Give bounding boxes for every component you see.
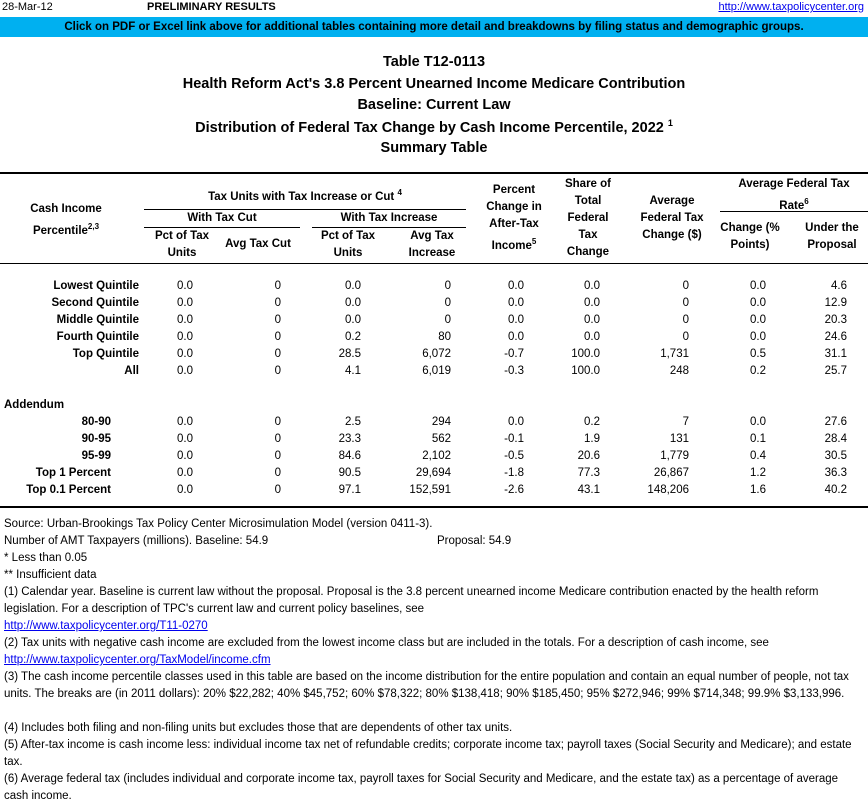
row-pct-increase-4: 28.5: [338, 348, 361, 360]
col-pct-increase-l1: Pct of Tax: [320, 230, 376, 242]
col-avg-rate: [720, 176, 868, 215]
addendum-row-pct-change-3: -1.8: [504, 467, 524, 479]
addendum-row-pct-change-2: -0.5: [504, 450, 524, 462]
addendum-row-pct-change-4: -2.6: [504, 484, 524, 496]
col-change-pts-l2: Points): [730, 239, 770, 251]
row-pct-increase-0: 0.0: [345, 280, 361, 292]
col-under-l1: Under the: [805, 222, 859, 234]
row-avg-increase-2: 0: [444, 314, 451, 326]
addendum-row-avg-fed-change-0: 7: [682, 416, 689, 428]
note-1: (1) Calendar year. Baseline is current law without the proposal. Proposal is the 3.8 percent unearned income Medicare contribution enacted by the health reform legislation. For a description of TPC's current law and current policy baselines, see: [4, 586, 819, 615]
row-rate-under-1: 12.9: [824, 297, 847, 309]
row-pct-cut-2: 0.0: [177, 314, 193, 326]
table-bottom-rule: [0, 506, 868, 508]
addendum-row-label-3: Top 1 Percent: [35, 467, 111, 479]
col-pct-change: [476, 182, 552, 255]
addendum-row-pct-cut-2: 0.0: [177, 450, 193, 462]
addendum-row-pct-increase-1: 23.3: [338, 433, 361, 445]
row-avg-cut-5: 0: [274, 365, 281, 377]
header-bottom-rule: [0, 263, 868, 264]
addendum-row-label-4: Top 0.1 Percent: [26, 484, 111, 496]
col-pct-change-l4-text: Income: [491, 239, 532, 252]
addendum-row-pct-change-0: 0.0: [508, 416, 524, 428]
note-source: Source: Urban-Brookings Tax Policy Center Microsimulation Model (version 0411-3).: [4, 518, 433, 530]
col-with-cut: With Tax Cut: [187, 212, 257, 224]
row-avg-fed-change-0: 0: [682, 280, 689, 292]
col-avg-rate-sup: 6: [804, 197, 809, 206]
addendum-row-avg-fed-change-4: 148,206: [647, 484, 689, 496]
addendum-row-pct-increase-4: 97.1: [338, 484, 361, 496]
title-line-3-footnote: 1: [667, 118, 673, 128]
col-avg-rate-l2: [720, 193, 868, 215]
note-less-than: * Less than 0.05: [4, 552, 88, 564]
note-amt-baseline: Number of AMT Taxpayers (millions). Baseline: 54.9: [4, 535, 269, 547]
table-top-rule: [0, 172, 868, 174]
row-avg-fed-change-4: 1,731: [660, 348, 689, 360]
table-id: Table T12-0113: [382, 54, 486, 70]
col-pct-change-l4: [476, 233, 552, 255]
row-label-1: Second Quintile: [51, 297, 139, 309]
row-pct-cut-5: 0.0: [177, 365, 193, 377]
row-pct-cut-3: 0.0: [177, 331, 193, 343]
row-avg-cut-4: 0: [274, 348, 281, 360]
addendum-row-share-0: 0.2: [584, 416, 600, 428]
row-pct-change-1: 0.0: [508, 297, 524, 309]
row-pct-cut-0: 0.0: [177, 280, 193, 292]
col-cash-income-l2: [4, 218, 128, 240]
row-pct-increase-5: 4.1: [345, 365, 361, 377]
addendum-row-avg-increase-3: 29,694: [415, 467, 451, 479]
note-2-link[interactable]: http://www.taxpolicycenter.org/TaxModel/income.cfm: [4, 654, 271, 666]
row-rate-change-3: 0.0: [750, 331, 766, 343]
col-avg-increase-l2: Increase: [408, 247, 456, 259]
col-share: [552, 176, 624, 261]
addendum-row-avg-cut-1: 0: [274, 433, 281, 445]
col-avg-fed-l2: Federal Tax: [640, 212, 704, 224]
row-avg-fed-change-2: 0: [682, 314, 689, 326]
row-share-3: 0.0: [584, 331, 600, 343]
addendum-row-avg-increase-2: 2,102: [422, 450, 451, 462]
row-pct-change-4: -0.7: [504, 348, 524, 360]
row-share-5: 100.0: [571, 365, 600, 377]
row-share-4: 100.0: [571, 348, 600, 360]
col-under: [796, 220, 868, 254]
title-line-2: Baseline: Current Law: [357, 97, 511, 113]
row-pct-increase-2: 0.0: [345, 314, 361, 326]
addendum-row-rate-change-4: 1.6: [750, 484, 766, 496]
col-share-l4: Tax: [578, 229, 598, 241]
row-avg-cut-1: 0: [274, 297, 281, 309]
addendum-row-rate-under-0: 27.6: [824, 416, 847, 428]
addendum-row-share-2: 20.6: [577, 450, 600, 462]
addendum-row-label-0: 80-90: [81, 416, 111, 428]
col-avg-fed-l3: Change ($): [642, 229, 702, 241]
note-2: (2) Tax units with negative cash income are excluded from the lowest income class but are included in the totals. For a description of cash income, see: [4, 637, 769, 649]
note-4: (4) Includes both filing and non-filing units but excludes those that are dependents of other tax units.: [4, 722, 513, 734]
col-change-pts-l1: Change (%: [720, 222, 780, 234]
col-pct-cut-l2: Units: [167, 247, 197, 259]
addendum-row-label-2: 95-99: [81, 450, 111, 462]
row-avg-fed-change-1: 0: [682, 297, 689, 309]
col-pct-cut: [144, 228, 220, 262]
note-amt: [4, 533, 864, 550]
col-change-pts: [718, 220, 782, 254]
row-share-2: 0.0: [584, 314, 600, 326]
col-avg-fed: [630, 193, 714, 244]
row-label-0: Lowest Quintile: [53, 280, 139, 292]
addendum-row-share-4: 43.1: [577, 484, 600, 496]
title-line-1: Health Reform Act's 3.8 Percent Unearned Income Medicare Contribution: [182, 76, 686, 92]
col-share-l1: Share of: [564, 178, 611, 190]
status-label: PRELIMINARY RESULTS: [147, 1, 276, 13]
addendum-row-avg-increase-0: 294: [431, 416, 451, 428]
col-pct-change-l1: Percent: [492, 184, 536, 196]
addendum-row-avg-fed-change-2: 1,779: [660, 450, 689, 462]
col-pct-increase: [310, 228, 386, 262]
row-rate-under-0: 4.6: [831, 280, 847, 292]
row-pct-cut-4: 0.0: [177, 348, 193, 360]
row-rate-under-2: 20.3: [824, 314, 847, 326]
row-label-4: Top Quintile: [72, 348, 139, 360]
addendum-row-avg-fed-change-3: 26,867: [653, 467, 689, 479]
addendum-row-avg-increase-4: 152,591: [409, 484, 451, 496]
col-avg-cut: Avg Tax Cut: [225, 238, 291, 250]
addendum-row-avg-cut-3: 0: [274, 467, 281, 479]
note-1-link[interactable]: http://www.taxpolicycenter.org/T11-0270: [4, 620, 208, 632]
note-amt-proposal: Proposal: 54.9: [437, 535, 512, 547]
addendum-row-pct-increase-2: 84.6: [338, 450, 361, 462]
row-avg-fed-change-5: 248: [669, 365, 689, 377]
col-avg-rate-l2-text: Rate: [779, 199, 805, 212]
row-label-3: Fourth Quintile: [56, 331, 139, 343]
row-pct-cut-1: 0.0: [177, 297, 193, 309]
addendum-row-label-1: 90-95: [81, 433, 111, 445]
col-share-l5: Change: [566, 246, 610, 258]
row-avg-cut-2: 0: [274, 314, 281, 326]
col-cash-income-l1: Cash Income: [30, 203, 102, 215]
addendum-row-pct-cut-3: 0.0: [177, 467, 193, 479]
col-pct-increase-l2: Units: [333, 247, 363, 259]
col-share-l2: Total: [574, 195, 602, 207]
addendum-row-pct-increase-0: 2.5: [345, 416, 361, 428]
col-share-l3: Federal: [567, 212, 609, 224]
addendum-row-rate-under-4: 40.2: [824, 484, 847, 496]
row-avg-increase-1: 0: [444, 297, 451, 309]
note-5: (5) After-tax income is cash income less: individual income tax net of refundable credits; corporate income tax; payroll taxes (Social Security and Medicare); and estate tax.: [4, 739, 852, 768]
addendum-row-avg-cut-4: 0: [274, 484, 281, 496]
row-rate-under-3: 24.6: [824, 331, 847, 343]
col-pct-change-sup: 5: [531, 237, 537, 246]
col-cash-income: [4, 201, 128, 240]
col-cash-income-l2-text: Percentile: [32, 224, 88, 237]
row-avg-fed-change-3: 0: [682, 331, 689, 343]
row-label-2: Middle Quintile: [56, 314, 139, 326]
addendum-row-pct-cut-1: 0.0: [177, 433, 193, 445]
addendum-row-avg-cut-2: 0: [274, 450, 281, 462]
addendum-row-rate-change-3: 1.2: [750, 467, 766, 479]
col-avg-increase: [394, 228, 470, 262]
info-banner: Click on PDF or Excel link above for additional tables containing more detail and breakdowns by filing status and demographic groups.: [0, 17, 868, 37]
row-share-0: 0.0: [584, 280, 600, 292]
row-avg-cut-3: 0: [274, 331, 281, 343]
col-avg-fed-l1: Average: [649, 195, 695, 207]
addendum-row-share-3: 77.3: [577, 467, 600, 479]
addendum-row-avg-increase-1: 562: [431, 433, 451, 445]
row-label-5: All: [124, 365, 139, 377]
row-avg-increase-0: 0: [444, 280, 451, 292]
row-rate-change-4: 0.5: [750, 348, 766, 360]
row-avg-increase-5: 6,019: [422, 365, 451, 377]
col-tax-units-text: Tax Units with Tax Increase or Cut: [208, 190, 395, 203]
col-with-increase: With Tax Increase: [340, 212, 438, 224]
row-avg-increase-4: 6,072: [422, 348, 451, 360]
note-insufficient: ** Insufficient data: [4, 569, 97, 581]
row-rate-change-5: 0.2: [750, 365, 766, 377]
report-date: 28-Mar-12: [2, 1, 53, 13]
site-link[interactable]: http://www.taxpolicycenter.org: [718, 1, 864, 13]
col-avg-rate-l1: Average Federal Tax: [738, 178, 850, 190]
col-avg-increase-l1: Avg Tax: [410, 230, 454, 242]
row-share-1: 0.0: [584, 297, 600, 309]
row-rate-change-1: 0.0: [750, 297, 766, 309]
title-line-3-text: Distribution of Federal Tax Change by Cash Income Percentile, 2022: [195, 119, 664, 136]
addendum-row-rate-change-1: 0.1: [750, 433, 766, 445]
row-rate-change-0: 0.0: [750, 280, 766, 292]
top-bar: [0, 0, 868, 17]
note-6: (6) Average federal tax (includes individual and corporate income tax, payroll taxes for Social Security and Medicare, and the estate tax) as a percentage of average cash income.: [4, 773, 839, 802]
note-3: (3) The cash income percentile classes used in this table are based on the income distribution for the entire population and contain an equal number of people, not tax units. The breaks are (in 2011 dollars): 20% $22,282; 40% $45,752; 60% $78,322; 80% $138,418; 90% $185,450; 95% $272,946; 99% $714,348; 99.9% $3,133,996.: [4, 671, 849, 700]
addendum-row-pct-cut-0: 0.0: [177, 416, 193, 428]
addendum-row-avg-fed-change-1: 131: [669, 433, 689, 445]
title-line-3: [0, 118, 868, 136]
row-pct-change-3: 0.0: [508, 331, 524, 343]
addendum-row-rate-change-2: 0.4: [750, 450, 766, 462]
col-pct-cut-l1: Pct of Tax: [154, 230, 210, 242]
addendum-row-rate-under-3: 36.3: [824, 467, 847, 479]
addendum-row-pct-change-1: -0.1: [504, 433, 524, 445]
addendum-row-pct-increase-3: 90.5: [338, 467, 361, 479]
row-pct-change-0: 0.0: [508, 280, 524, 292]
addendum-row-rate-under-2: 30.5: [824, 450, 847, 462]
addendum-row-share-1: 1.9: [584, 433, 600, 445]
col-pct-change-l3: After-Tax: [489, 218, 539, 230]
addendum-row-avg-cut-0: 0: [274, 416, 281, 428]
row-rate-change-2: 0.0: [750, 314, 766, 326]
addendum-row-rate-under-1: 28.4: [824, 433, 847, 445]
row-pct-increase-3: 0.2: [345, 331, 361, 343]
title-line-4: Summary Table: [380, 140, 488, 156]
row-pct-change-2: 0.0: [508, 314, 524, 326]
col-pct-change-l2: Change in: [486, 201, 542, 213]
col-tax-units: [144, 184, 466, 206]
col-cash-income-sup: 2,3: [87, 222, 100, 231]
col-under-l2: Proposal: [807, 239, 857, 251]
addendum-label: Addendum: [4, 399, 65, 411]
row-rate-under-4: 31.1: [824, 348, 847, 360]
col-tax-units-sup: 4: [397, 188, 402, 197]
row-pct-change-5: -0.3: [504, 365, 524, 377]
row-rate-under-5: 25.7: [824, 365, 847, 377]
addendum-row-rate-change-0: 0.0: [750, 416, 766, 428]
row-avg-cut-0: 0: [274, 280, 281, 292]
row-pct-increase-1: 0.0: [345, 297, 361, 309]
row-avg-increase-3: 80: [438, 331, 451, 343]
addendum-row-pct-cut-4: 0.0: [177, 484, 193, 496]
